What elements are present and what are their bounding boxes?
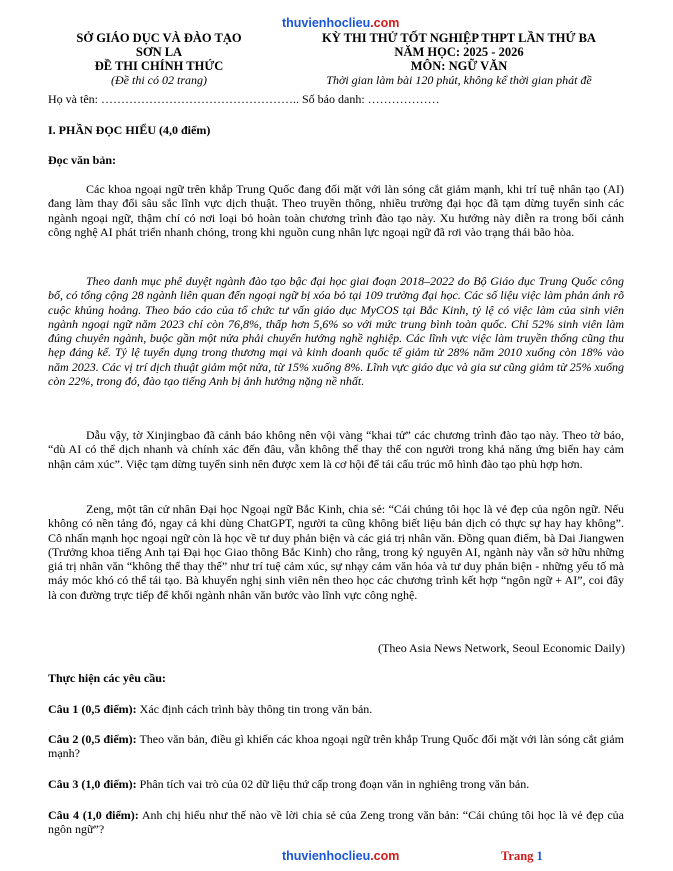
footer-site-name: thuvienhoclieu	[282, 849, 371, 863]
province-name: SƠN LA	[135, 45, 183, 59]
header-left	[48, 31, 270, 87]
passage-paragraph-3: Dẫu vậy, tờ Xinjingbao đã cảnh báo không nên vội vàng “khai tử” các chương trình đào tạo này. Theo tờ báo, “dù AI có thể dịch nhanh và chính xác đến đâu, vẫn không thể thay thế con người trong khả năng ứng biến hay cảm nhận cảm xúc”. Việc tạm dừng tuyển sinh nên được xem là cơ hội để tái cấu trúc mô hình đào tạo phù hợp hơn.	[48, 428, 624, 471]
question-2-text: Theo văn bản, điều gì khiến các khoa ngoại ngữ trên khắp Trung Quốc đối mặt với làn sóng cắt giảm mạnh?	[48, 732, 624, 761]
page-label: Trang	[501, 849, 534, 863]
requirements-label: Thực hiện các yêu cầu:	[48, 671, 166, 685]
page-count-note: (Đề thi có 02 trang)	[111, 73, 207, 87]
site-watermark-bottom[interactable]	[282, 849, 399, 863]
section-title: I. PHẦN ĐỌC HIỂU (4,0 điểm)	[48, 123, 211, 137]
question-3-label: Câu 3 (1,0 điểm):	[48, 777, 137, 791]
question-4-text: Anh chị hiểu như thế nào về lời chia sẻ của Zeng trong văn bản: “Cái chúng tôi học là vẻ đẹp của ngôn ngữ”?	[48, 808, 624, 837]
question-4	[48, 808, 624, 837]
passage-source: (Theo Asia News Network, Seoul Economic Daily)	[378, 641, 625, 655]
header-right	[283, 31, 635, 87]
page-indicator	[501, 849, 543, 864]
question-2	[48, 732, 624, 761]
question-3-text: Phân tích vai trò của 02 dữ liệu thứ cấp trong đoạn văn in nghiêng trong văn bản.	[136, 777, 530, 791]
question-1	[48, 702, 624, 716]
department-name: SỞ GIÁO DỤC VÀ ĐÀO TẠO	[76, 31, 242, 45]
question-3	[48, 777, 624, 791]
passage-paragraph-1: Các khoa ngoại ngữ trên khắp Trung Quốc đang đối mặt với làn sóng cắt giảm mạnh, khi trí tuệ nhân tạo (AI) đang làm thay đổi sâu sắc lĩnh vực dịch thuật. Theo truyền thông, nhiều trường đại học đã tạm dừng tuyển sinh các ngành ngoại ngữ, thậm chí có nơi loại bỏ hoàn toàn chương trình đào tạo này. Xu hướng này diễn ra trong bối cảnh công nghệ AI phát triển nhanh chóng, trong khi nguồn cung nhân lực ngoại ngữ đã rơi vào trạng thái bão hòa.	[48, 182, 624, 239]
footer-site-domain: .com	[370, 849, 400, 863]
student-info-line: Họ và tên: ………………………………………….. Số báo danh: ………………	[48, 92, 440, 106]
time-note: Thời gian làm bài 120 phút, không kể thời gian phát đề	[326, 73, 592, 87]
passage-paragraph-2-italic: Theo danh mục phê duyệt ngành đào tạo bậc đại học giai đoạn 2018–2022 do Bộ Giáo dục Trung Quốc công bố, có tổng cộng 28 ngành liên quan đến ngoại ngữ bị xóa bỏ tại 109 trường đại học. Các số liệu việc làm phản ánh rõ cuộc khủng hoảng. Theo báo cáo của tổ chức tư vấn giáo dục MyCOS tại Bắc Kinh, tỷ lệ có việc làm của sinh viên ngành ngoại ngữ năm 2023 chỉ còn 76,8%, thấp hơn 5,6% so với mức trung bình toàn quốc. Chỉ 52% sinh viên làm đúng chuyên ngành, buộc gần một nửa phải chuyển hướng nghề nghiệp. Các lĩnh vực việc làm truyền thống cũng thu hẹp đáng kể. Tỷ lệ tuyển dụng trong thương mại và kinh doanh quốc tế giảm từ 28% năm 2010 xuống còn 18% vào năm 2023. Các vị trí dịch thuật giảm một nửa, từ 15% xuống 8%. Lĩnh vực giáo dục và gia sư cũng giảm từ 25% xuống còn 22%, trong đó, đào tạo tiếng Anh bị ảnh hưởng nặng nề nhất.	[48, 274, 624, 389]
subject: MÔN: NGỮ VĂN	[410, 59, 508, 73]
question-1-text: Xác định cách trình bày thông tin trong văn bản.	[136, 702, 373, 716]
exam-status: ĐỀ THI CHÍNH THỨC	[94, 59, 224, 73]
page-number: 1	[536, 849, 543, 863]
passage-paragraph-4: Zeng, một tân cử nhân Đại học Ngoại ngữ Bắc Kinh, chia sẻ: “Cái chúng tôi học là vẻ đẹp của ngôn ngữ. Nếu không có nền tảng đó, ngay cả khi dùng ChatGPT, người ta cũng không biết liệu bản dịch có thực sự hay hay không”. Cô nhấn mạnh học ngoại ngữ còn là học về tư duy phản biện và các giá trị nhân văn. Đồng quan điểm, bà Dai Jiangwen (Trưởng khoa tiếng Anh tại Đại học Giao thông Bắc Kinh) cho rằng, trong kỷ nguyên AI, ngành này vẫn sở hữu những giá trị nhân văn “không thể thay thế” như trí tuệ cảm xúc, sự nhạy cảm văn hóa và tư duy phản biện - những yếu tố mà máy móc khó có thể tái tạo. Bà khuyến nghị sinh viên nên theo học các chương trình kết hợp “ngôn ngữ + AI”, coi đây là con đường trực tiếp để khối ngành nhân văn bước vào lĩnh vực công nghệ.	[48, 502, 624, 602]
site-watermark-top[interactable]	[282, 16, 399, 30]
school-year: NĂM HỌC: 2025 - 2026	[394, 45, 524, 59]
question-1-label: Câu 1 (0,5 điểm):	[48, 702, 137, 716]
question-4-label: Câu 4 (1,0 điểm):	[48, 808, 139, 822]
exam-title: KỲ THI THỬ TỐT NGHIỆP THPT LẦN THỨ BA	[322, 31, 596, 45]
site-name: thuvienhoclieu	[282, 16, 371, 30]
question-2-label: Câu 2 (0,5 điểm):	[48, 732, 137, 746]
reading-label: Đọc văn bản:	[48, 153, 117, 167]
site-domain: .com	[370, 16, 400, 30]
